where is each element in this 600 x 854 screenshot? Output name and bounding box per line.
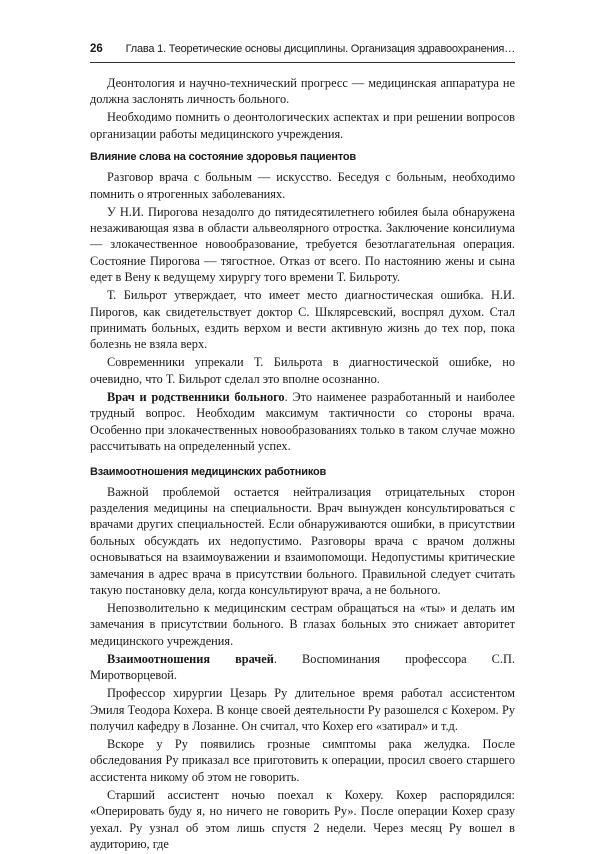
paragraph: Современники упрекали Т. Бильрота в диагностической ошибке, но очевидно, что Т. Бильрот сделал это вполне осознанно. — [90, 355, 515, 386]
paragraph: Разговор врача с больным — искусство. Беседуя с больным, необходимо помнить о ятрогенных заболеваниях. — [90, 170, 515, 201]
paragraph: У Н.И. Пирогова незадолго до пятидесятилетнего юбилея была обнаружена незаживающая язва в области альвеолярного отростка. Заключение консилиума — злокачественное новообразование, требуется безотлагательная операция. Состояние Пирогова — тягостное. Отказ от всего. По настоянию жены и сына едет в Вену к ведущему хирургу того времени Т. Бильроту. — [90, 204, 515, 285]
paragraph-text: . Воспоминания профессора С.П. Миротворцевой. — [90, 651, 515, 683]
paragraph — [90, 651, 515, 684]
paragraph: Профессор хирургии Цезарь Ру длительное время работал ассистентом Эмиля Теодора Кохера. В конце своей деятельности Ру разошелся с Кохером. Ру получил кафедру в Лозанне. Он считал, что Кохер его «затирал» и т.д. — [90, 686, 515, 733]
paragraph: Т. Бильрот утверждает, что имеет место диагностическая ошибка. Н.И. Пирогов, как свидетельствует доктор С. Шклярсевский, воспрял духом. Стал принимать больных, ездить верхом и вести активную жизнь до тех пор, пока болезнь не взяла верх. — [90, 288, 515, 352]
running-header — [90, 41, 515, 57]
page-number: 26 — [90, 43, 103, 55]
header-rule — [90, 62, 515, 63]
paragraph: Старший ассистент ночью поехал к Кохеру. Кохер распорядился: «Оперировать буду я, но ничего не говорить Ру». После операции Кохер сразу уехал. Ру узнал об этом лишь спустя 2 недели. Через месяц Ру вошел в аудиторию, где — [90, 787, 515, 851]
paragraph — [90, 389, 515, 455]
paragraph-text: . Это наименее разработанный и наиболее трудный вопрос. Необходим максимум тактичности со стороны врача. Особенно при злокачественных новообразованиях только в таком случае можно рассчитывать на определенный успех. — [90, 389, 515, 454]
paragraph: Важной проблемой остается нейтрализация отрицательных сторон разделения медицины на специальности. Врач вынужден консультироваться с врачами других специальностей. Если обнаруживаются ошибки, в присутствии больных обсуждать их недопустимо. Разговоры врача с врачом должны основываться на взаимоуважении и взаимопомощи. Недопустимы критические замечания в адрес врача в присутствии больного. Правильной следует считать такую постановку дела, когда консультируют врача, а не больного. — [90, 484, 515, 597]
paragraph: Деонтология и научно-технический прогресс — медицинская аппаратура не должна заслонять личность больного. — [90, 76, 515, 107]
page-body — [90, 75, 515, 854]
paragraph: Необходимо помнить о деонтологических аспектах и при решении вопросов организации работы медицинского учреждения. — [90, 110, 515, 141]
paragraph: Вскоре у Ру появились грозные симптомы рака желудка. После обследования Ру приказал все приготовить к операции, просил своего старшего ассистента никому об этом не говорить. — [90, 736, 515, 784]
paragraph-lead: Врач и родственники больного — [107, 389, 285, 404]
chapter-title: Глава 1. Теоретические основы дисциплины. Организация здравоохранения… — [125, 43, 515, 55]
paragraph: Непозволительно к медицинским сестрам обращаться на «ты» и делать им замечания в присутствии больного. В глазах больных это снижает авторитет медицинского учреждения. — [90, 600, 515, 648]
section-heading: Взаимоотношения медицинских работников — [90, 465, 327, 478]
paragraph-lead: Взаимоотношения врачей — [107, 651, 274, 666]
section-heading: Влияние слова на состояние здоровья пациентов — [90, 151, 356, 164]
